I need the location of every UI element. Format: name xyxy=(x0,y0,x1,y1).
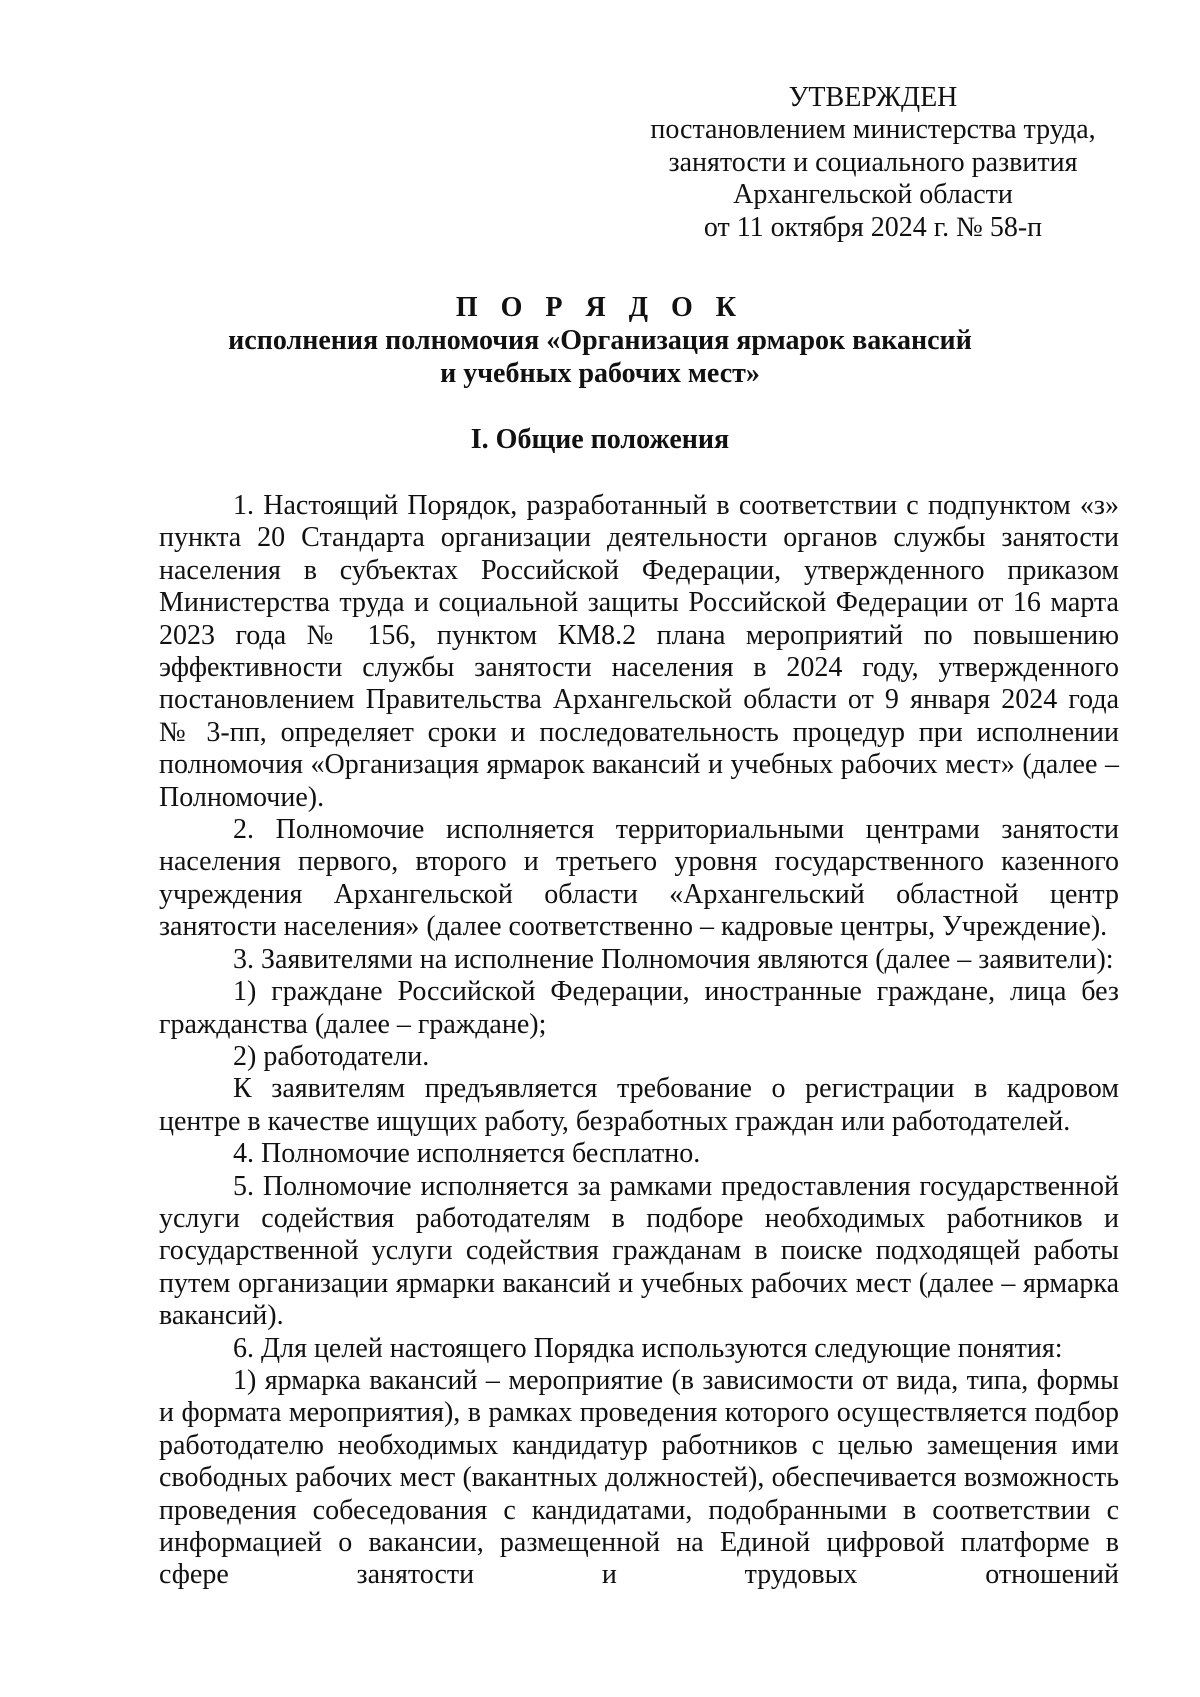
paragraph: 6. Для целей настоящего Порядка используются следующие понятия: xyxy=(233,1332,1063,1364)
paragraph: 1) граждане Российской Федерации, иностранные граждане, лица без гражданства (далее – граждане); xyxy=(159,976,1119,1040)
paragraph: 1) ярмарка вакансий – мероприятие (в зависимости от вида, типа, формы и формата мероприятия), в рамках проведения которого осуществляется подбор работодателю необходимых кандидатур работников с целью замещения ими свободных рабочих мест (вакантных должностей), обеспечивается возможность проведения собеседования с кандидатами, подобранными в соответствии с информацией о вакансии, размещенной на Единой цифровой платформе в сфере занятости и трудовых отношений xyxy=(159,1364,1119,1591)
title-line: и учебных рабочих мест» xyxy=(440,357,760,389)
document-body xyxy=(159,490,1119,1592)
section-heading: I. Общие положения xyxy=(470,424,730,455)
approval-line: постановлением министерства труда, xyxy=(650,114,1096,146)
title-line: исполнения полномочия «Организация ярмарок вакансий xyxy=(228,325,972,357)
paragraph: 4. Полномочие исполняется бесплатно. xyxy=(233,1138,701,1170)
paragraph: 2) работодатели. xyxy=(233,1040,430,1072)
approval-line: Архангельской области xyxy=(733,179,1013,211)
approval-stamp xyxy=(648,82,1098,244)
paragraph: 1. Настоящий Порядок, разработанный в соответствии с подпунктом «з» пункта 20 Стандарта организации деятельности органов службы занятости населения в субъектах Российской Федерации, утвержденного приказом Министерства труда и социальной защиты Российской Федерации от 16 марта 2023 года № 156, пунктом КМ8.2 плана мероприятий по повышению эффективности службы занятости населения в 2024 году, утвержденного постановлением Правительства Архангельской области от 9 января 2024 года № 3-пп, определяет сроки и последовательность процедур при исполнении полномочия «Организация ярмарок вакансий и учебных рабочих мест» (далее – Полномочие). xyxy=(159,490,1119,813)
approval-line: УТВЕРЖДЕН xyxy=(788,82,958,113)
approval-line: занятости и социального развития xyxy=(668,146,1078,178)
document-title xyxy=(160,292,1040,390)
approval-line: от 11 октября 2024 г. № 58-п xyxy=(703,211,1043,243)
paragraph: К заявителям предъявляется требование о регистрации в кадровом центре в качестве ищущих работу, безработных граждан или работодателей. xyxy=(159,1073,1119,1137)
paragraph: 3. Заявителями на исполнение Полномочия являются (далее – заявители): xyxy=(233,943,1114,975)
paragraph: 5. Полномочие исполняется за рамками предоставления государственной услуги содействия работодателям в подборе необходимых работников и государственной услуги содействия гражданам в поиске подходящей работы путем организации ярмарки вакансий и учебных рабочих мест (далее – ярмарка вакансий). xyxy=(159,1170,1119,1332)
paragraph: 2. Полномочие исполняется территориальными центрами занятости населения первого, второго и третьего уровня государственного казенного учреждения Архангельской области «Архангельский областной центр занятости населения» (далее соответственно – кадровые центры, Учреждение). xyxy=(159,814,1119,943)
title-main: П О Р Я Д О К xyxy=(455,292,745,323)
